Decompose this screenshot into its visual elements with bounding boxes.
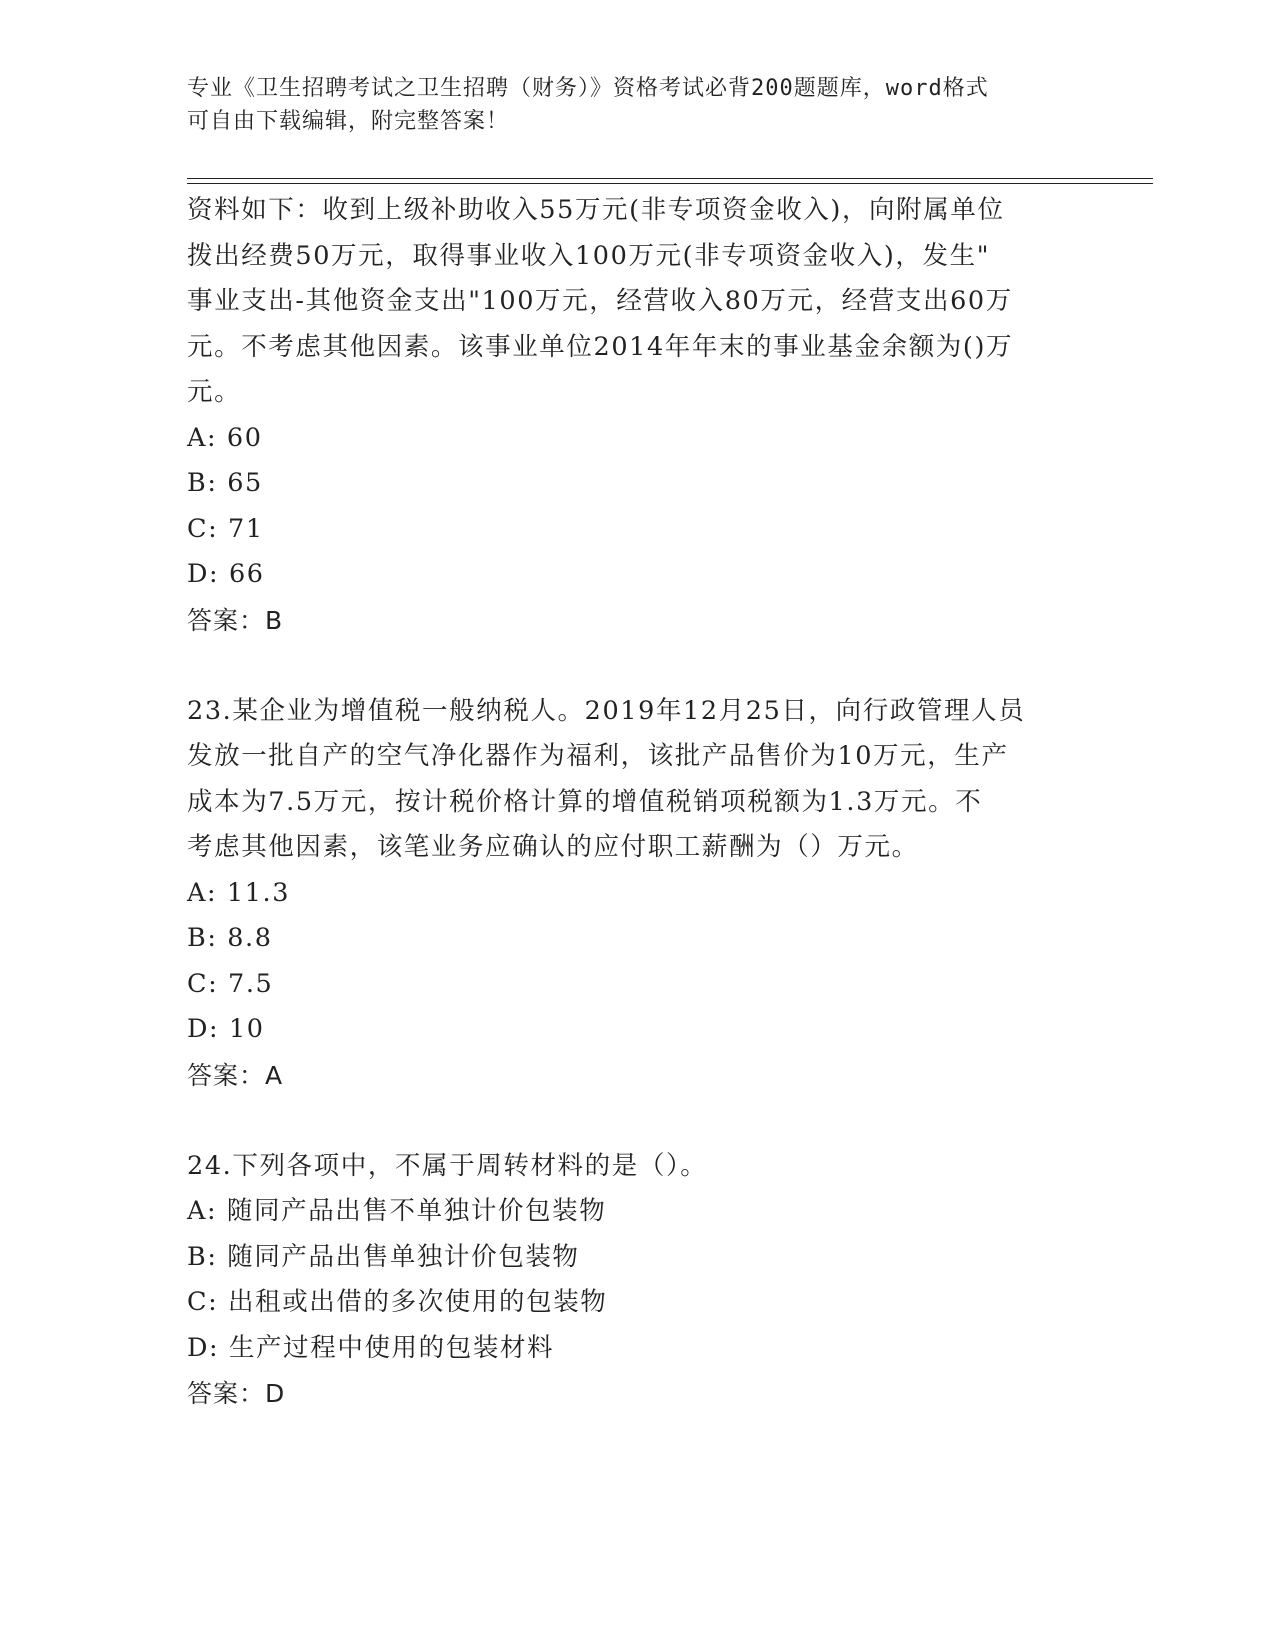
- question-stem-line: 23.某企业为增值税一般纳税人。2019年12月25日，向行政管理人员: [187, 695, 1026, 726]
- question-stem-line: 资料如下：收到上级补助收入55万元(非专项资金收入)，向附属单位: [187, 195, 1005, 225]
- question-stem-line: 考虑其他因素，该笔业务应确认的应付职工薪酬为（）万元。: [187, 832, 919, 862]
- answer-line: 答案：A: [187, 1060, 284, 1090]
- question-22: [187, 188, 1087, 643]
- option-b: B: 随同产品出售单独计价包装物: [187, 1241, 580, 1272]
- question-stem-line: 事业支出-其他资金支出"100万元，经营收入80万元，经营支出60万: [187, 286, 1013, 316]
- question-stem-line: 元。不考虑其他因素。该事业单位2014年年末的事业基金余额为()万: [187, 331, 1014, 362]
- question-stem-line: 元。: [187, 377, 242, 407]
- option-d: D: 10: [187, 1014, 265, 1044]
- question-spacer: [187, 1098, 1087, 1144]
- option-d: D: 生产过程中使用的包装材料: [187, 1332, 555, 1363]
- header-title-line-2: 可自由下载编辑，附完整答案！: [187, 109, 510, 134]
- answer-line: 答案：D: [187, 1379, 286, 1408]
- option-b: B: 8.8: [187, 923, 273, 953]
- question-stem-line: 拨出经费50万元，取得事业收入100万元(非专项资金收入)，发生": [187, 240, 991, 271]
- option-d: D: 66: [187, 559, 265, 589]
- header-divider-top: [187, 178, 1153, 179]
- answer-line: 答案：B: [187, 605, 284, 635]
- document-body: [187, 188, 1087, 1417]
- question-24: [187, 1144, 1087, 1417]
- option-c: C: 7.5: [187, 968, 274, 999]
- question-stem-line: 24.下列各项中，不属于周转材料的是（）。: [187, 1150, 708, 1181]
- document-header: [187, 72, 1087, 138]
- header-title-line-1: 专业《卫生招聘考试之卫生招聘（财务）》资格考试必背200题题库，word格式: [187, 76, 989, 101]
- question-23: [187, 689, 1087, 1099]
- option-c: C: 出租或出借的多次使用的包装物: [187, 1287, 608, 1317]
- question-spacer: [187, 643, 1087, 689]
- question-stem-line: 发放一批自产的空气净化器作为福利，该批产品售价为10万元，生产: [187, 741, 1009, 771]
- option-a: A: 随同产品出售不单独计价包装物: [187, 1196, 607, 1226]
- question-stem-line: 成本为7.5万元，按计税价格计算的增值税销项税额为1.3万元。不: [187, 786, 983, 817]
- header-divider-bottom: [187, 183, 1153, 184]
- option-a: A: 60: [187, 422, 263, 453]
- option-b: B: 65: [187, 468, 263, 498]
- option-c: C: 71: [187, 513, 264, 544]
- option-a: A: 11.3: [187, 877, 291, 908]
